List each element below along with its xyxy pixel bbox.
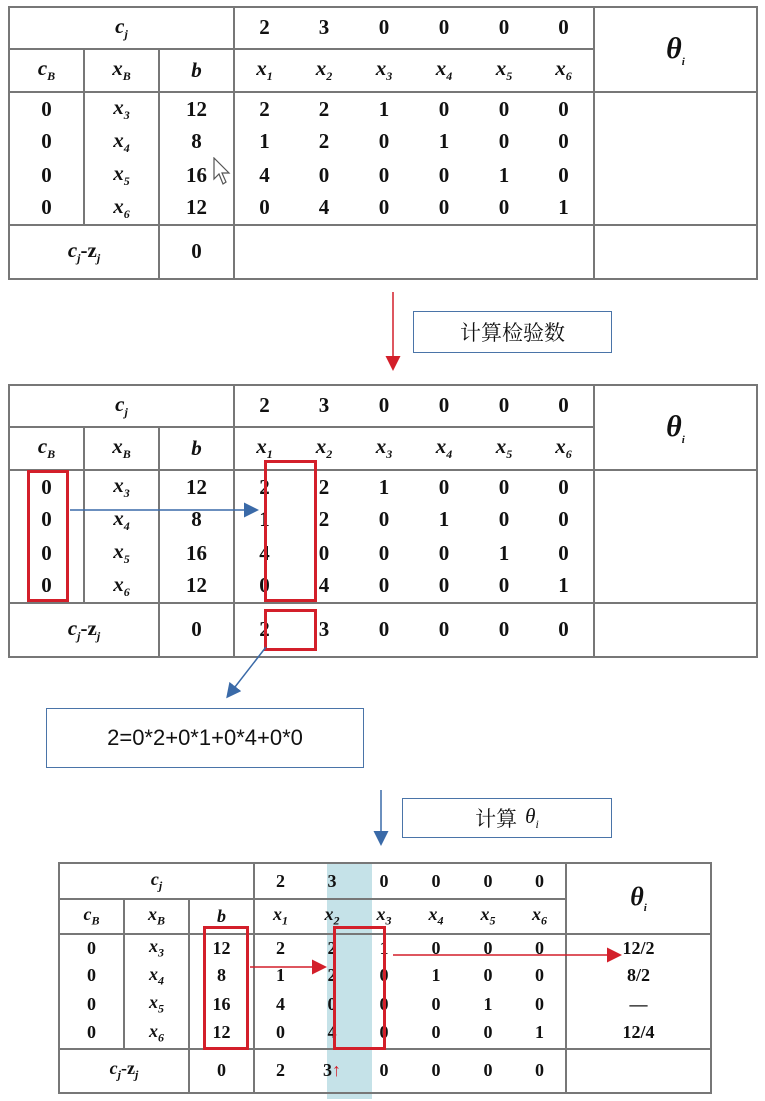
coef-cell: 0 xyxy=(498,195,510,220)
b-value: 16 xyxy=(159,537,234,570)
coef-cell: 1 xyxy=(534,570,594,603)
check-number: 0 xyxy=(534,603,594,657)
check-number: 0 xyxy=(354,603,414,657)
coef-cell: 0 xyxy=(483,937,493,958)
basis-var: $x_4$ xyxy=(84,503,159,536)
coef-cell: 2 xyxy=(318,129,330,154)
variable-header: $x_4$ xyxy=(414,49,474,93)
theta-header: $\theta_i$ xyxy=(594,7,757,92)
basis-var: $x_6$ xyxy=(84,570,159,603)
cb-header: $c_B$ xyxy=(9,427,84,471)
variable-header: $x_6$ xyxy=(534,49,594,93)
variable-header: $x_3$ xyxy=(354,427,414,471)
b-value: 12 xyxy=(159,470,234,503)
b-value: 8 xyxy=(159,125,234,158)
cb-value: 0 xyxy=(59,1018,124,1048)
coef-cell: 0 xyxy=(431,1022,441,1043)
coef-cell: 0 xyxy=(534,92,594,125)
formula-box: 2=0*2+0*1+0*4+0*0 xyxy=(46,708,364,768)
variable-header: $x_4$ xyxy=(414,427,474,471)
coef-cell: 4 xyxy=(259,162,270,187)
coef-cell: 0 xyxy=(534,125,594,158)
cb-value: 0 xyxy=(59,962,124,990)
theta-value: — xyxy=(566,990,711,1018)
cost-coef: 3 xyxy=(294,7,354,49)
b-value: 12 xyxy=(159,570,234,603)
coef-cell: 2 xyxy=(318,474,330,499)
b-value: 16 xyxy=(159,159,234,192)
cost-coef: 3 xyxy=(306,863,358,899)
cb-value: 0 xyxy=(9,92,84,125)
mouse-cursor-icon xyxy=(213,157,235,187)
cost-coef: 0 xyxy=(474,385,534,427)
cj-header: $c_j$ xyxy=(9,7,234,49)
variable-header: $x_5$ xyxy=(474,427,534,471)
theta-value: 12/4 xyxy=(566,1018,711,1048)
coef-cell: 2 xyxy=(276,937,286,958)
b-value: 8 xyxy=(159,503,234,536)
cj-zj-label: $c_j-z_j$ xyxy=(9,603,159,657)
coef-cell: 1 xyxy=(431,965,441,986)
variable-header: $x_6$ xyxy=(534,427,594,471)
basis-var: $x_5$ xyxy=(84,537,159,570)
coef-cell: 0 xyxy=(534,503,594,536)
cb-value: 0 xyxy=(9,537,84,570)
coef-cell: 0 xyxy=(438,573,450,598)
coef-cell: 0 xyxy=(379,1022,389,1043)
coef-cell: 0 xyxy=(498,573,510,598)
basis-var: $x_6$ xyxy=(124,1018,189,1048)
b-value: 16 xyxy=(189,990,254,1018)
variable-header: $x_1$ xyxy=(234,427,294,471)
b-value: 12 xyxy=(189,1018,254,1048)
cost-coef: 0 xyxy=(474,7,534,49)
basis-var: $x_6$ xyxy=(84,192,159,225)
theta-value: 8/2 xyxy=(566,962,711,990)
coef-cell: 0 xyxy=(438,162,450,187)
cost-coef: 0 xyxy=(414,385,474,427)
cost-coef: 2 xyxy=(254,863,306,899)
coef-cell: 1 xyxy=(379,937,389,958)
coef-cell: 0 xyxy=(514,990,566,1018)
coef-cell: 1 xyxy=(378,474,390,499)
basis-var: $x_3$ xyxy=(84,470,159,503)
coef-cell: 1 xyxy=(438,507,450,532)
coef-cell: 0 xyxy=(498,474,510,499)
coef-cell: 1 xyxy=(514,1018,566,1048)
xb-header: $x_B$ xyxy=(124,899,189,933)
coef-cell: 0 xyxy=(498,129,510,154)
objective-value: 0 xyxy=(189,1049,254,1093)
check-number: 0 xyxy=(410,1049,462,1093)
cb-value: 0 xyxy=(9,470,84,503)
cost-coef: 2 xyxy=(234,7,294,49)
coef-cell: 0 xyxy=(514,934,566,962)
coef-cell: 0 xyxy=(378,129,390,154)
coef-cell: 4 xyxy=(327,1022,337,1043)
coef-cell: 0 xyxy=(534,470,594,503)
cost-coef: 0 xyxy=(354,385,414,427)
entering-arrow: ↑ xyxy=(332,1060,342,1081)
coef-cell: 2 xyxy=(318,96,330,121)
coef-cell: 0 xyxy=(379,993,389,1014)
coef-cell: 1 xyxy=(438,129,450,154)
coef-cell: 0 xyxy=(534,537,594,570)
b-value: 8 xyxy=(189,962,254,990)
b-value: 12 xyxy=(189,934,254,962)
objective-value: 0 xyxy=(159,603,234,657)
coef-cell: 0 xyxy=(498,96,510,121)
theta-header: $\theta_i$ xyxy=(594,385,757,470)
step-label-theta: 计算 $\theta_i$ xyxy=(402,798,612,838)
coef-cell: 0 xyxy=(327,993,337,1014)
variable-header: $x_5$ xyxy=(474,49,534,93)
cb-value: 0 xyxy=(9,570,84,603)
coef-cell: 0 xyxy=(378,507,390,532)
b-header: b xyxy=(159,427,234,471)
coef-cell: 0 xyxy=(378,540,390,565)
coef-cell: 0 xyxy=(259,573,270,598)
coef-cell: 0 xyxy=(514,962,566,990)
cost-coef: 0 xyxy=(534,7,594,49)
variable-header: $x_5$ xyxy=(462,899,514,933)
basis-var: $x_4$ xyxy=(124,962,189,990)
cb-value: 0 xyxy=(59,990,124,1018)
coef-cell: 1 xyxy=(534,192,594,225)
b-header: b xyxy=(189,899,254,933)
cj-header: $c_j$ xyxy=(9,385,234,427)
check-number: 3 xyxy=(294,603,354,657)
coef-cell: 1 xyxy=(259,129,270,154)
basis-var: $x_3$ xyxy=(84,92,159,125)
basis-var: $x_5$ xyxy=(124,990,189,1018)
cj-zj-label: $c_j-z_j$ xyxy=(9,225,159,279)
xb-header: $x_B$ xyxy=(84,427,159,471)
check-number: 3↑ xyxy=(306,1049,358,1093)
check-number: 0 xyxy=(462,1049,514,1093)
basis-var: $x_5$ xyxy=(84,159,159,192)
check-number: 2 xyxy=(254,1049,306,1093)
coef-cell: 0 xyxy=(438,540,450,565)
check-number: 0 xyxy=(514,1049,566,1093)
coef-cell: 0 xyxy=(438,474,450,499)
basis-var: $x_4$ xyxy=(84,125,159,158)
b-value: 12 xyxy=(159,192,234,225)
cost-coef: 0 xyxy=(462,863,514,899)
check-number: 2 xyxy=(234,603,294,657)
coef-cell: 0 xyxy=(378,573,390,598)
cost-coef: 3 xyxy=(294,385,354,427)
cost-coef: 0 xyxy=(534,385,594,427)
coef-cell: 1 xyxy=(378,96,390,121)
coef-cell: 2 xyxy=(327,937,337,958)
check-number: 0 xyxy=(414,603,474,657)
basis-var: $x_3$ xyxy=(124,934,189,962)
coef-cell: 0 xyxy=(534,159,594,192)
coef-cell: 4 xyxy=(259,540,270,565)
b-header: b xyxy=(159,49,234,93)
coef-cell: 0 xyxy=(379,965,389,986)
coef-cell: 0 xyxy=(498,507,510,532)
cb-value: 0 xyxy=(9,159,84,192)
cb-header: $c_B$ xyxy=(59,899,124,933)
cost-coef: 0 xyxy=(410,863,462,899)
coef-cell: 0 xyxy=(438,96,450,121)
variable-header: $x_3$ xyxy=(354,49,414,93)
cb-value: 0 xyxy=(9,192,84,225)
variable-header: $x_2$ xyxy=(306,899,358,933)
variable-header: $x_6$ xyxy=(514,899,566,933)
xb-header: $x_B$ xyxy=(84,49,159,93)
coef-cell: 0 xyxy=(259,195,270,220)
cb-header: $c_B$ xyxy=(9,49,84,93)
cj-zj-label: $c_j-z_j$ xyxy=(59,1049,189,1093)
coef-cell: 0 xyxy=(318,540,330,565)
coef-cell: 0 xyxy=(483,1022,493,1043)
cost-coef: 0 xyxy=(354,7,414,49)
cost-coef: 2 xyxy=(234,385,294,427)
coef-cell: 4 xyxy=(318,573,330,598)
coef-cell: 0 xyxy=(378,195,390,220)
coef-cell: 0 xyxy=(276,1022,286,1043)
b-value: 12 xyxy=(159,92,234,125)
coef-cell: 1 xyxy=(276,965,286,986)
variable-header: $x_4$ xyxy=(410,899,462,933)
coef-cell: 4 xyxy=(276,993,286,1014)
cb-value: 0 xyxy=(9,125,84,158)
variable-header: $x_3$ xyxy=(358,899,410,933)
cb-value: 0 xyxy=(9,503,84,536)
coef-cell: 1 xyxy=(498,540,510,565)
cost-coef: 0 xyxy=(358,863,410,899)
objective-value: 0 xyxy=(159,225,234,279)
coef-cell: 0 xyxy=(438,195,450,220)
theta-value: 12/2 xyxy=(566,934,711,962)
coef-cell: 2 xyxy=(318,507,330,532)
check-number: 0 xyxy=(474,603,534,657)
coef-cell: 0 xyxy=(378,162,390,187)
coef-cell: 2 xyxy=(327,965,337,986)
theta-header: $\theta_i$ xyxy=(566,863,711,934)
coef-cell: 4 xyxy=(318,195,330,220)
variable-header: $x_1$ xyxy=(254,899,306,933)
cj-header: $c_j$ xyxy=(59,863,254,899)
coef-cell: 1 xyxy=(498,162,510,187)
cost-coef: 0 xyxy=(514,863,566,899)
coef-cell: 2 xyxy=(259,96,270,121)
step-label-check-numbers: 计算检验数 xyxy=(413,311,612,353)
coef-cell: 2 xyxy=(259,474,270,499)
check-to-formula-arrow xyxy=(228,647,266,696)
cb-value: 0 xyxy=(59,934,124,962)
coef-cell: 0 xyxy=(483,965,493,986)
check-number: 0 xyxy=(358,1049,410,1093)
variable-header: $x_2$ xyxy=(294,427,354,471)
coef-cell: 1 xyxy=(483,993,493,1014)
coef-cell: 0 xyxy=(318,162,330,187)
variable-header: $x_1$ xyxy=(234,49,294,93)
cost-coef: 0 xyxy=(414,7,474,49)
coef-cell: 1 xyxy=(259,507,270,532)
coef-cell: 0 xyxy=(431,993,441,1014)
variable-header: $x_2$ xyxy=(294,49,354,93)
coef-cell: 0 xyxy=(431,937,441,958)
